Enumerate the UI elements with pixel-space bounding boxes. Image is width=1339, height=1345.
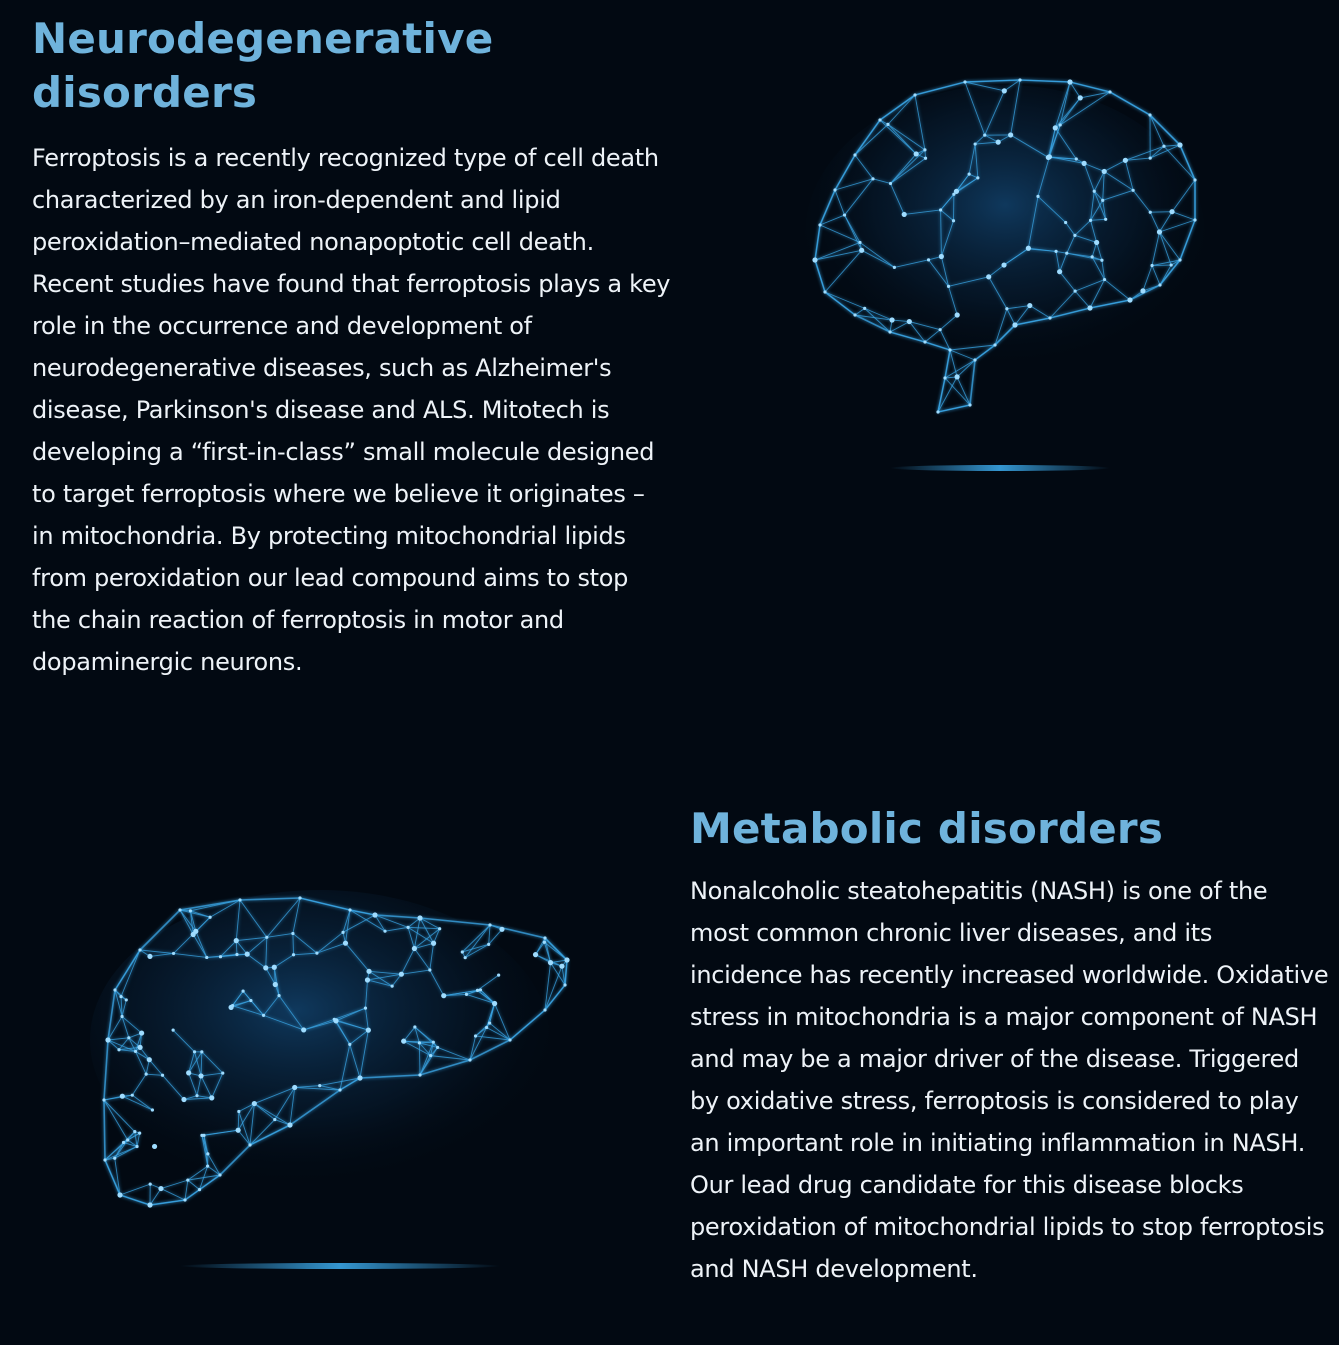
mesh-node (265, 936, 268, 939)
mesh-node (543, 1008, 546, 1011)
mesh-node (968, 173, 971, 176)
mesh-node (936, 410, 939, 413)
neurodegenerative-heading: Neurodegenerative disorders (32, 14, 494, 117)
mesh-node (952, 219, 955, 222)
mesh-node (391, 985, 394, 988)
mesh-node (372, 912, 377, 917)
mesh-node (248, 1143, 251, 1146)
mesh-node (366, 969, 371, 974)
mesh-node (1059, 123, 1062, 126)
mesh-edge (120, 1195, 150, 1205)
mesh-node (291, 932, 294, 935)
mesh-node (117, 1048, 120, 1051)
mesh-node (241, 990, 244, 993)
mesh-node (252, 1101, 257, 1106)
mesh-node (1148, 113, 1151, 116)
mesh-node (193, 929, 198, 934)
mesh-node (117, 1192, 122, 1197)
mesh-node (147, 954, 152, 959)
mesh-node (236, 1128, 241, 1133)
mesh-node (1094, 240, 1099, 245)
mesh-node (499, 927, 504, 932)
mesh-node (364, 1007, 367, 1010)
mesh-node (1177, 142, 1182, 147)
mesh-node (206, 1165, 209, 1168)
mesh-node (333, 1018, 336, 1021)
mesh-node (859, 248, 864, 253)
mesh-node (485, 1026, 488, 1029)
mesh-node (432, 1041, 435, 1044)
mesh-node (417, 915, 422, 920)
mesh-node (939, 208, 942, 211)
mesh-node (418, 1073, 421, 1076)
mesh-node (103, 1158, 106, 1161)
mesh-node (113, 988, 116, 991)
mesh-node (939, 328, 942, 331)
mesh-node (812, 257, 817, 262)
mesh-node (986, 274, 991, 279)
mesh-node (976, 176, 979, 179)
mesh-node (465, 993, 468, 996)
mesh-edge (150, 1200, 185, 1205)
mesh-node (186, 1070, 191, 1075)
mesh-node (262, 1014, 265, 1017)
mesh-node (943, 376, 946, 379)
mesh-node (401, 1039, 406, 1044)
mesh-node (418, 1041, 421, 1044)
mesh-node (438, 927, 441, 930)
mesh-node (138, 1131, 141, 1134)
mesh-node (1093, 190, 1096, 193)
mesh-node (993, 343, 996, 346)
mesh-node (1089, 219, 1092, 222)
mesh-node (1082, 161, 1087, 166)
mesh-node (1064, 221, 1067, 224)
mesh-node (298, 896, 301, 899)
mesh-node (488, 923, 491, 926)
mesh-node (263, 965, 268, 970)
mesh-edge (489, 929, 502, 944)
mesh-node (888, 330, 891, 333)
mesh-node (543, 936, 546, 939)
mesh-node (431, 941, 436, 946)
mesh-node (996, 140, 1001, 145)
mesh-node (138, 948, 141, 951)
mesh-edge (545, 985, 565, 1010)
mesh-node (135, 1145, 138, 1148)
mesh-node (120, 1015, 123, 1018)
mesh-node (147, 1057, 152, 1062)
mesh-edge (188, 1166, 208, 1180)
mesh-node (273, 1118, 276, 1121)
mesh-node (974, 142, 977, 145)
mesh-node (183, 1198, 186, 1201)
mesh-node (193, 1050, 196, 1053)
mesh-node (474, 1034, 477, 1037)
mesh-node (948, 348, 951, 351)
mesh-node (105, 1037, 110, 1042)
mesh-node (886, 123, 889, 126)
neurodegenerative-description: Ferroptosis is a recently recognized type of cell death characterized by an iron-dependent and lipid peroxidation–mediated nonapoptotic cell death. Recent studies have found that ferroptosis plays a key role in the occurrence and development of neurodegenerative diseases, such as Alzheimer's disease, Parkinson's disease and ALS. Mitotech is developing a “first-in-class” small molecule designed to target ferroptosis where we believe it originates – in mitochondria. By protecting mitochondrial lipids from peroxidation our lead compound aims to stop the chain reaction of ferroptosis in motor and dopaminergic neurons. (32, 144, 671, 676)
mesh-node (406, 926, 409, 929)
mesh-node (1149, 156, 1152, 159)
mesh-edge (419, 1043, 420, 1075)
mesh-edge (120, 1184, 150, 1195)
mesh-node (983, 134, 986, 137)
mesh-node (119, 995, 122, 998)
mesh-node (1036, 195, 1039, 198)
mesh-node (206, 1152, 209, 1155)
mesh-node (365, 977, 370, 982)
mesh-node (508, 1038, 511, 1041)
mesh-node (1048, 316, 1051, 319)
mesh-node (968, 403, 971, 406)
mesh-node (889, 317, 894, 322)
mesh-edge (200, 1175, 220, 1190)
mesh-edge (124, 1143, 137, 1147)
mesh-edge (938, 378, 945, 412)
mesh-node (209, 1095, 214, 1100)
mesh-node (923, 340, 926, 343)
mesh-node (1075, 157, 1078, 160)
mesh-node (219, 955, 222, 958)
mesh-node (131, 1094, 134, 1097)
mesh-node (564, 957, 569, 962)
mesh-node (137, 1045, 142, 1050)
mesh-node (914, 151, 919, 156)
mesh-node (198, 1188, 201, 1191)
mesh-node (412, 946, 417, 951)
mesh-node (145, 1073, 148, 1076)
mesh-node (1150, 264, 1153, 267)
mesh-node (893, 266, 896, 269)
mesh-node (441, 993, 446, 998)
mesh-node (833, 188, 836, 191)
mesh-node (127, 1036, 130, 1039)
mesh-node (208, 916, 211, 919)
mesh-node (348, 1043, 351, 1046)
mesh-node (1157, 229, 1162, 234)
mesh-node (292, 953, 295, 956)
metabolic-description: Nonalcoholic steatohepatitis (NASH) is one of the most common chronic liver diseases, and its incidence has recently increased worldwide. Oxidative stress in mitochondria is a major component of NASH and may be a major driver of the disease. Triggered by oxidative stress, ferroptosis is considered to play an important role in initiating inflammation in NASH. Our lead drug candidate for this disease blocks peroxidation of mitochondrial lipids to stop ferroptosis and NASH development. (690, 877, 1329, 1283)
mesh-node (234, 938, 239, 943)
mesh-node (923, 148, 926, 151)
mesh-node (1026, 246, 1031, 251)
mesh-node (1101, 199, 1104, 202)
mesh-node (939, 254, 944, 259)
mesh-edge (293, 933, 294, 954)
mesh-node (357, 1075, 362, 1080)
mesh-node (301, 1027, 306, 1032)
mesh-node (543, 941, 546, 944)
mesh-node (947, 285, 950, 288)
mesh-node (1065, 252, 1068, 255)
mesh-node (235, 953, 238, 956)
mesh-node (871, 177, 874, 180)
mesh-node (277, 994, 280, 997)
mesh-node (292, 1085, 297, 1090)
mesh-node (198, 1073, 203, 1078)
mesh-node (1140, 288, 1145, 293)
mesh-node (1102, 169, 1107, 174)
mesh-node (1149, 211, 1152, 214)
mesh-node (172, 1029, 175, 1032)
mesh-node (476, 989, 479, 992)
mesh-edge (135, 1132, 137, 1147)
mesh-node (889, 182, 892, 185)
mesh-node (963, 80, 966, 83)
mesh-node (383, 930, 386, 933)
mesh-node (878, 118, 881, 121)
mesh-node (1012, 322, 1017, 327)
mesh-node (149, 1183, 152, 1186)
mesh-node (218, 1173, 221, 1176)
mesh-node (488, 1021, 491, 1024)
mesh-node (1178, 258, 1181, 261)
mesh-node (1103, 278, 1106, 281)
mesh-node (954, 374, 959, 379)
mesh-node (853, 153, 856, 156)
mesh-node (468, 1058, 471, 1061)
neurodegenerative-section (32, 12, 672, 683)
mesh-node (273, 982, 278, 987)
mesh-node (1127, 297, 1132, 302)
mesh-node (461, 950, 464, 953)
mesh-node (1087, 305, 1092, 310)
brain-icon (780, 60, 1230, 490)
mesh-node (818, 223, 821, 226)
mesh-node (1078, 95, 1083, 100)
mesh-edge (137, 1133, 140, 1146)
mesh-node (1057, 269, 1062, 274)
mesh-node (1091, 255, 1094, 258)
mesh-node (399, 972, 404, 977)
mesh-node (924, 157, 927, 160)
mesh-node (1162, 145, 1165, 148)
mesh-node (428, 968, 431, 971)
mesh-node (1132, 189, 1135, 192)
mesh-node (497, 974, 500, 977)
mesh-node (1073, 234, 1076, 237)
mesh-node (102, 1098, 105, 1101)
mesh-node (343, 941, 348, 946)
mesh-node (202, 1134, 205, 1137)
mesh-node (318, 1084, 321, 1087)
mesh-node (1005, 307, 1008, 310)
mesh-node (927, 258, 930, 261)
mesh-node (228, 1005, 233, 1010)
mesh-node (493, 1002, 496, 1005)
mesh-node (348, 908, 351, 911)
mesh-node (161, 1074, 164, 1077)
mesh-edge (161, 1180, 188, 1188)
mesh-node (338, 1088, 341, 1091)
mesh-node (341, 931, 344, 934)
mesh-node (853, 313, 856, 316)
mesh-node (902, 212, 907, 217)
mesh-node (913, 93, 916, 96)
mesh-edge (185, 1180, 188, 1200)
mesh-node (245, 952, 250, 957)
mesh-node (120, 1094, 125, 1099)
mesh-node (249, 999, 252, 1002)
mesh-edge (185, 1190, 200, 1200)
mesh-node (413, 1025, 416, 1028)
mesh-node (195, 1094, 198, 1097)
mesh-node (147, 1202, 152, 1207)
mesh-node (158, 1186, 163, 1191)
mesh-node (1158, 283, 1161, 286)
mesh-node (152, 1144, 157, 1149)
mesh-node (823, 290, 826, 293)
mesh-node (1054, 250, 1057, 253)
mesh-node (1008, 132, 1013, 137)
mesh-node (133, 1130, 136, 1133)
mesh-node (1018, 78, 1021, 81)
mesh-node (272, 965, 277, 970)
mesh-node (1053, 125, 1058, 130)
mesh-node (559, 964, 564, 969)
mesh-node (1108, 90, 1111, 93)
mesh-node (1193, 218, 1196, 221)
mesh-node (1027, 303, 1032, 308)
mesh-node (973, 358, 976, 361)
mesh-node (139, 1030, 144, 1035)
mesh-node (134, 1050, 137, 1053)
mesh-node (1001, 262, 1006, 267)
mesh-node (464, 956, 467, 959)
mesh-node (186, 1179, 189, 1182)
mesh-edge (161, 1189, 185, 1200)
mesh-node (1193, 178, 1196, 181)
mesh-node (858, 241, 861, 244)
mesh-node (1104, 218, 1107, 221)
mesh-node (548, 960, 553, 965)
mesh-edge (1150, 212, 1172, 213)
mesh-node (287, 1122, 292, 1127)
mesh-node (955, 312, 960, 317)
mesh-node (189, 909, 192, 912)
mesh-node (952, 193, 955, 196)
mesh-edge (150, 1189, 161, 1205)
mesh-node (1047, 154, 1052, 159)
liver-icon (90, 880, 590, 1280)
mesh-node (221, 1071, 224, 1074)
mesh-edge (938, 405, 970, 412)
mesh-node (1100, 259, 1103, 262)
mesh-node (238, 898, 241, 901)
mesh-node (843, 213, 846, 216)
mesh-node (429, 1054, 432, 1057)
mesh-node (122, 1141, 125, 1144)
metabolic-section (690, 802, 1330, 1290)
mesh-node (479, 988, 482, 991)
mesh-node (1170, 263, 1173, 266)
mesh-node (172, 952, 175, 955)
mesh-node (237, 1110, 240, 1113)
mesh-node (181, 1097, 186, 1102)
mesh-node (1067, 79, 1072, 84)
mesh-node (366, 1028, 371, 1033)
mesh-node (126, 1138, 129, 1141)
mesh-node (1074, 290, 1077, 293)
mesh-node (487, 943, 490, 946)
mesh-node (200, 1050, 203, 1053)
mesh-node (315, 952, 318, 955)
mesh-node (113, 1157, 116, 1160)
mesh-node (563, 983, 566, 986)
mesh-node (1002, 88, 1007, 93)
mesh-node (205, 956, 208, 959)
mesh-node (533, 952, 538, 957)
mesh-edge (188, 1180, 200, 1189)
mesh-node (1169, 209, 1174, 214)
mesh-node (151, 1108, 154, 1111)
metabolic-heading: Metabolic disorders (690, 804, 1164, 853)
mesh-node (178, 908, 181, 911)
mesh-node (863, 307, 866, 310)
mesh-node (907, 319, 912, 324)
mesh-node (436, 1046, 439, 1049)
mesh-node (1123, 158, 1128, 163)
mesh-node (125, 998, 128, 1001)
